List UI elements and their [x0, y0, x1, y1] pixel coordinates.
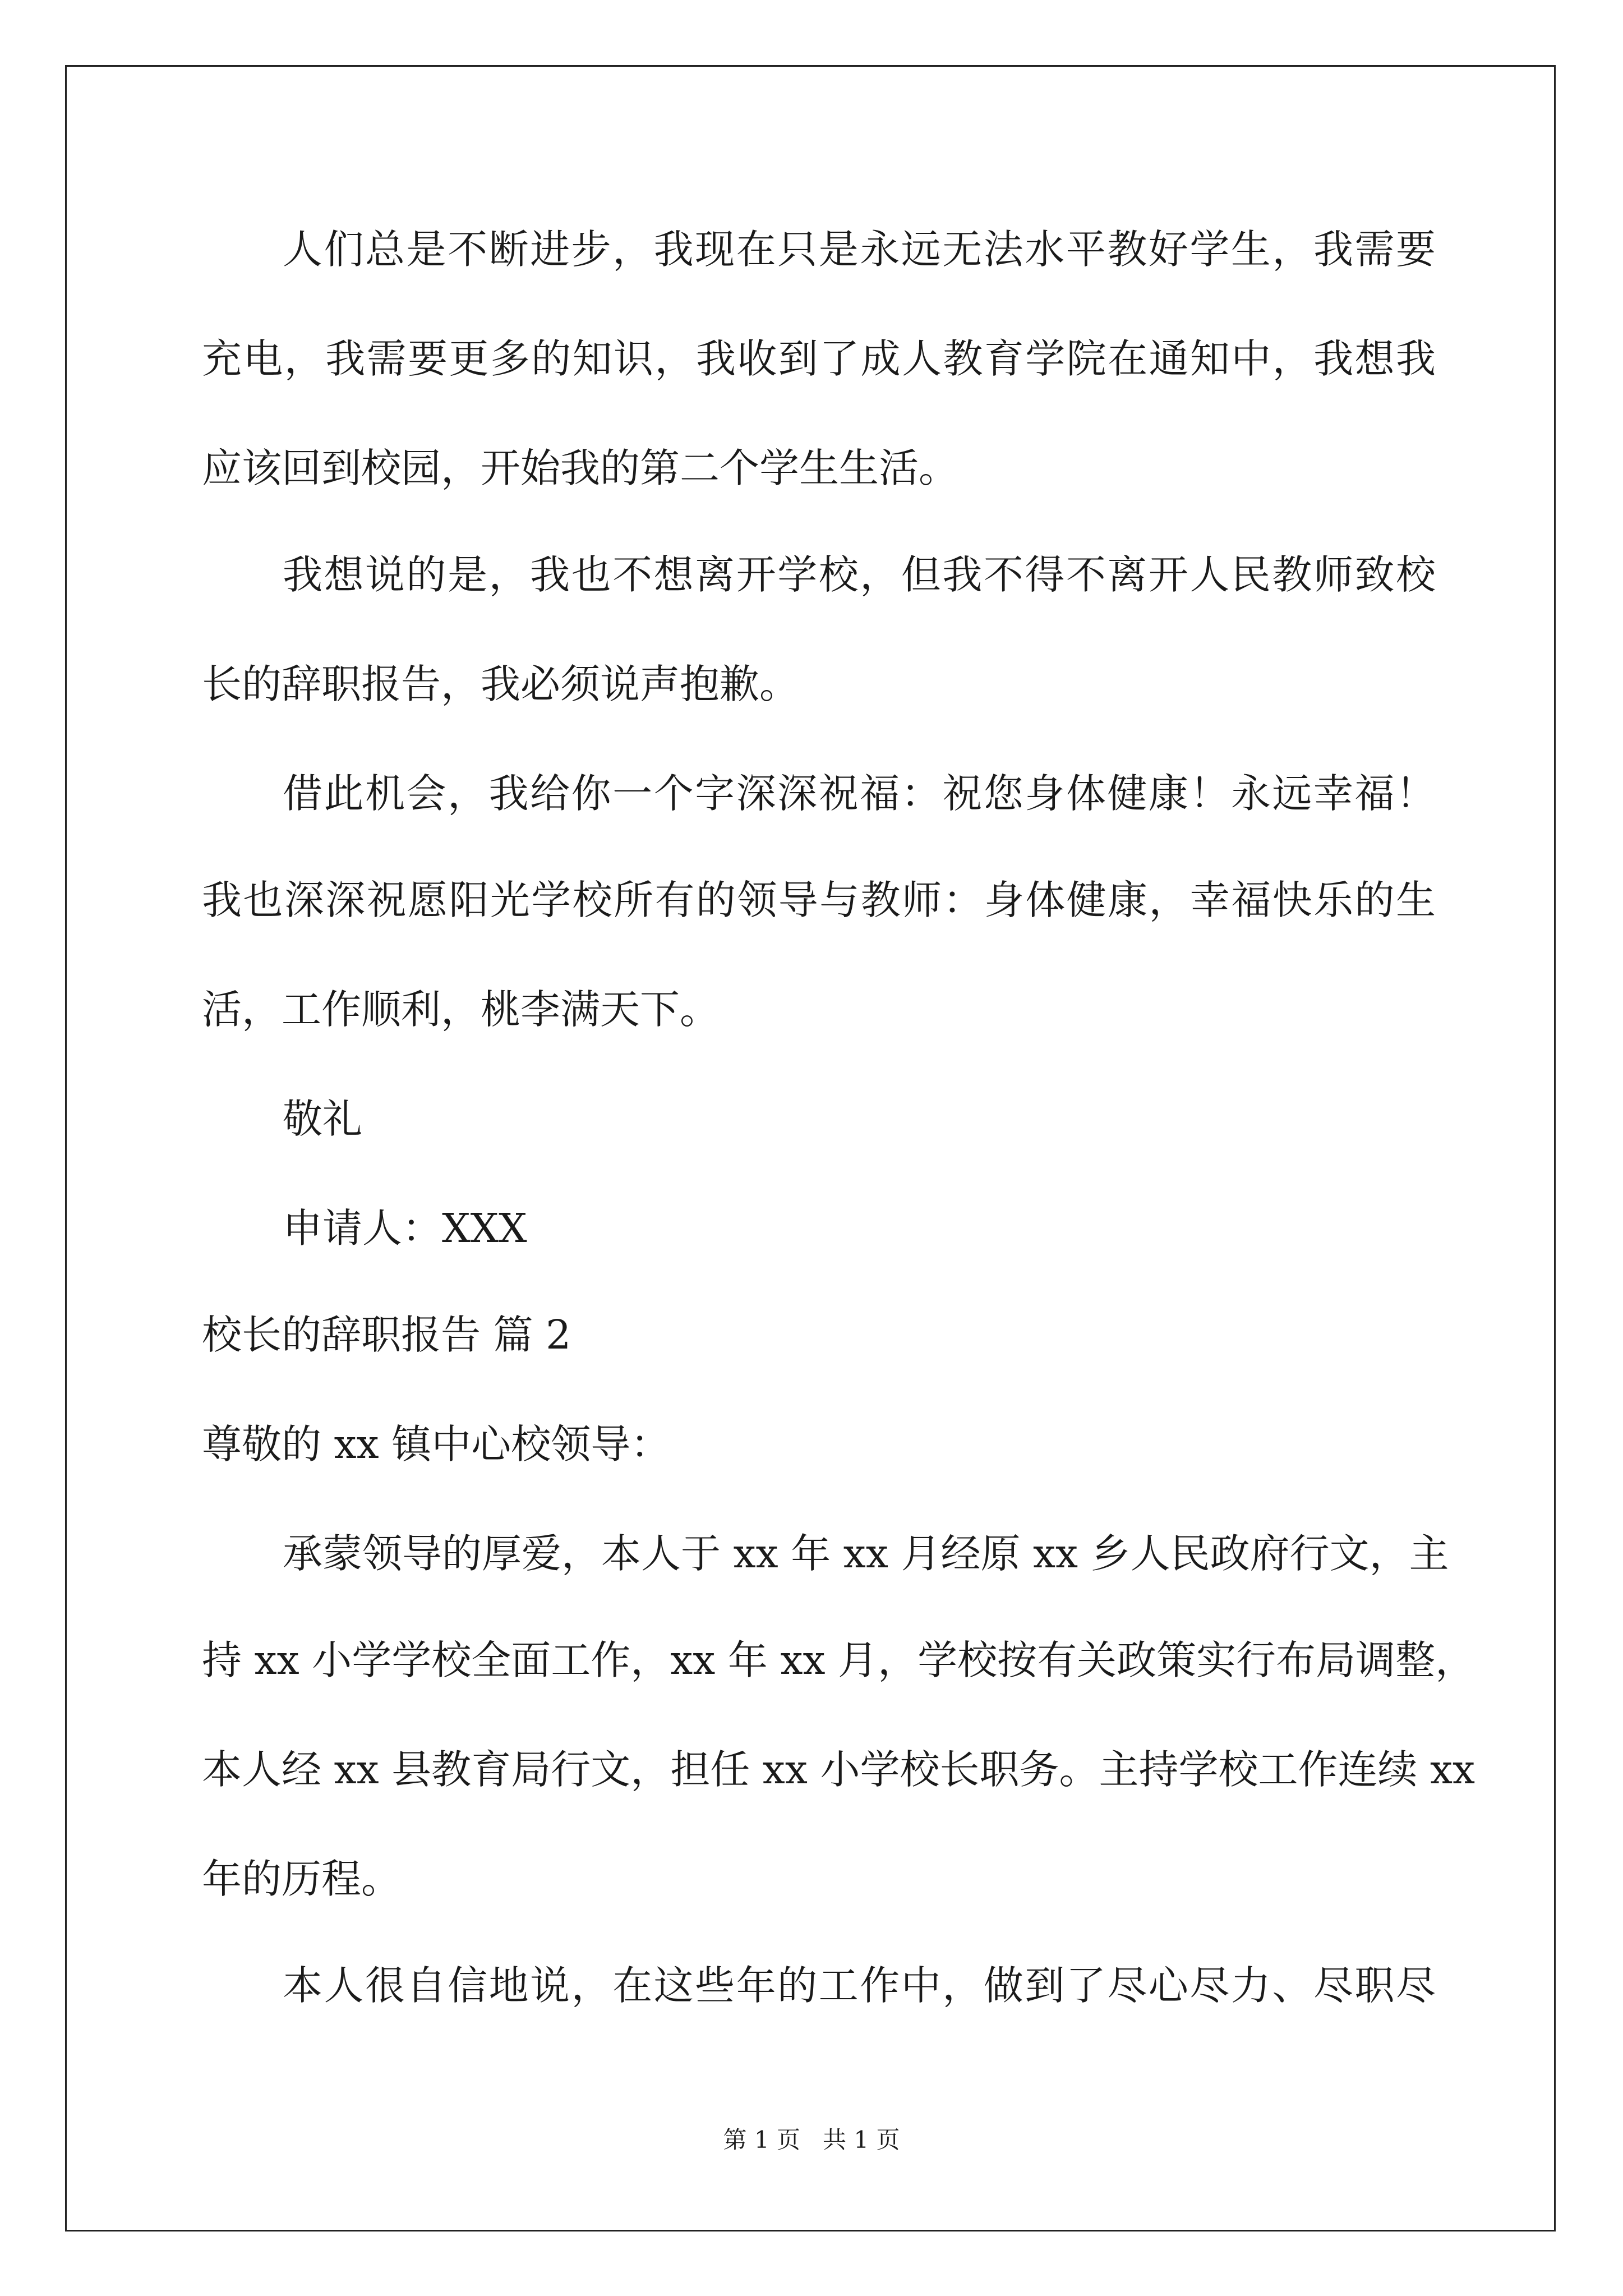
text-line: 本人很自信地说，在这些年的工作中，做到了尽心尽力、尽职尽: [283, 1962, 1436, 2009]
closing-salutation: 敬礼: [283, 1096, 363, 1142]
text-line: 持 xx 小学学校全面工作，xx 年 xx 月，学校按有关政策实行布局调整，: [202, 1637, 1476, 1683]
text-line: 长的辞职报告，我必须说声抱歉。: [202, 661, 800, 707]
page-number-footer: 第 1 页 共 1 页: [723, 2126, 900, 2154]
greeting-line: 尊敬的 xx 镇中心校领导：: [202, 1421, 671, 1467]
text-line: 本人经 xx 县教育局行文，担任 xx 小学校长职务。主持学校工作连续 xx: [202, 1746, 1476, 1793]
text-line: 借此机会，我给你一个字深深祝福：祝您身体健康！永远幸福！: [283, 770, 1436, 817]
text-line: 人们总是不断进步，我现在只是永远无法水平教好学生，我需要: [283, 226, 1436, 273]
text-line: 我也深深祝愿阳光学校所有的领导与教师：身体健康，幸福快乐的生: [202, 877, 1436, 923]
text-line: 应该回到校园，开始我的第二个学生生活。: [202, 445, 959, 491]
page-border: [65, 65, 1556, 2231]
text-line: 年的历程。: [202, 1856, 402, 1902]
text-line: 充电，我需要更多的知识，我收到了成人教育学院在通知中，我想我: [202, 335, 1436, 382]
section-heading: 校长的辞职报告 篇 2: [202, 1312, 571, 1358]
applicant-signature: 申请人：XXX: [283, 1205, 527, 1251]
text-line: 我想说的是，我也不想离开学校，但我不得不离开人民教师致校: [283, 551, 1436, 598]
text-line: 承蒙领导的厚爱，本人于 xx 年 xx 月经原 xx 乡人民政府行文，主: [283, 1530, 1449, 1577]
text-line: 活，工作顺利，桃李满天下。: [202, 986, 720, 1033]
